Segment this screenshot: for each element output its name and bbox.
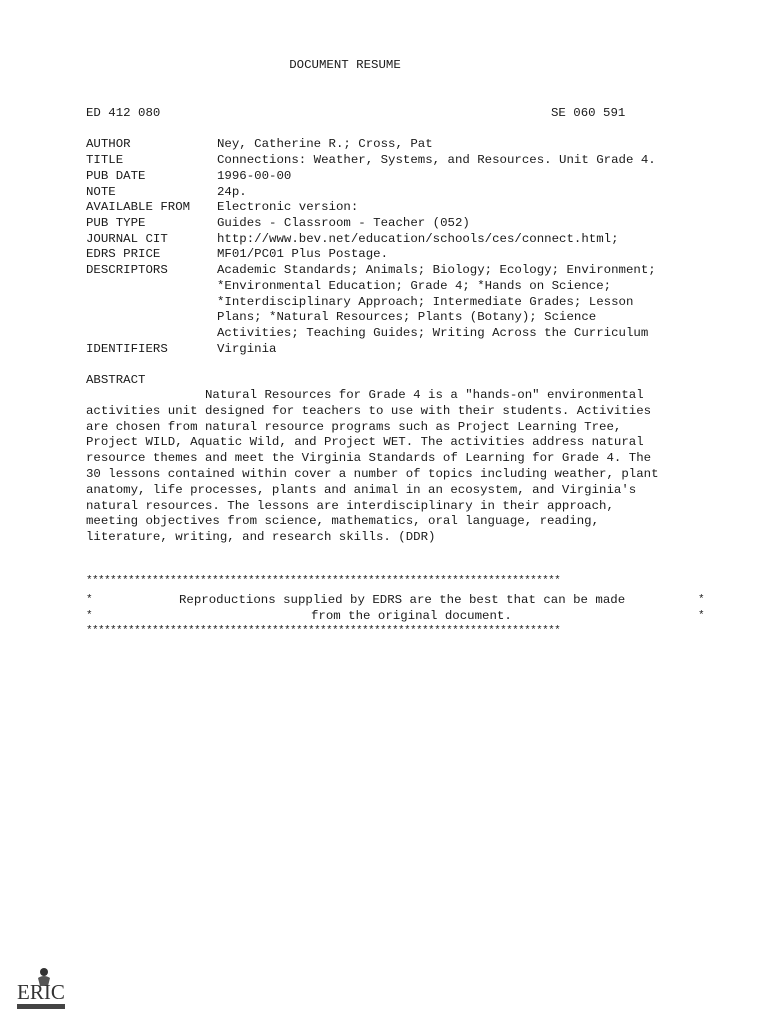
field-label: PUB DATE [86,169,146,183]
field-value: Electronic version: [217,200,359,214]
eric-logo [14,966,70,1012]
field-value: 24p. [217,185,247,199]
field-value: Virginia [217,342,277,356]
field-value: Connections: Weather, Systems, and Resources. Unit Grade 4. [217,153,656,167]
field-label: PUB TYPE [86,216,146,230]
field-value: http://www.bev.net/education/schools/ces/connect.html; [217,232,619,246]
field-label: AVAILABLE FROM [86,200,191,214]
field-label: JOURNAL CIT [86,232,168,246]
field-value: 1996-00-00 [217,169,292,183]
field-label: NOTE [86,185,116,199]
ed-number: ED 412 080 [86,106,161,120]
field-value: Guides - Classroom - Teacher (052) [217,216,470,230]
notice-border-top: ******************************************************************************* [86,575,561,587]
notice-border-left: * [86,594,93,606]
notice-line-1: Reproductions supplied by EDRS are the best that can be made [179,593,626,607]
field-value: Academic Standards; Animals; Biology; Ecology; Environment; *Environmental Education; Grade 4; *Hands on Science; *Interdisciplinary Approach; Intermediate Grades; Lesson Plans; *Natural Resources; Plants (Botany); Science Activities; Teaching Guides; Writing Across the Curriculum [217,263,656,341]
notice-border-left: * [86,610,93,622]
field-label: EDRS PRICE [86,247,161,261]
abstract-text: Natural Resources for Grade 4 is a "hands-on" environmental activities unit designed for teachers to use with their students. Activities are chosen from natural resource programs such as Project Learning Tree, Project WILD, Aquatic Wild, and Project WET. The activities address natural resource themes and meet the Virginia Standards of Learning for Grade 4. The 30 lessons contained within cover a number of topics including weather, plant anatomy, life processes, plants and animal in an ecosystem, and Virginia's natural resources. The lessons are interdisciplinary in their approach, meeting objectives from science, mathematics, oral language, reading, literature, writing, and research skills. (DDR) [86,388,659,545]
field-label: DESCRIPTORS [86,263,168,277]
field-value: Ney, Catherine R.; Cross, Pat [217,137,433,151]
eric-logo-text: ERIC [17,980,65,1004]
notice-border-right: * [698,594,705,606]
field-value: MF01/PC01 Plus Postage. [217,247,389,261]
se-number: SE 060 591 [551,106,626,120]
notice-line-2: from the original document. [311,609,512,623]
notice-border-right: * [698,610,705,622]
abstract-label: ABSTRACT [86,373,146,387]
document-title: DOCUMENT RESUME [289,58,401,72]
field-label: TITLE [86,153,124,167]
field-label: IDENTIFIERS [86,342,168,356]
notice-border-bottom: ******************************************************************************* [86,625,561,637]
field-label: AUTHOR [86,137,131,151]
